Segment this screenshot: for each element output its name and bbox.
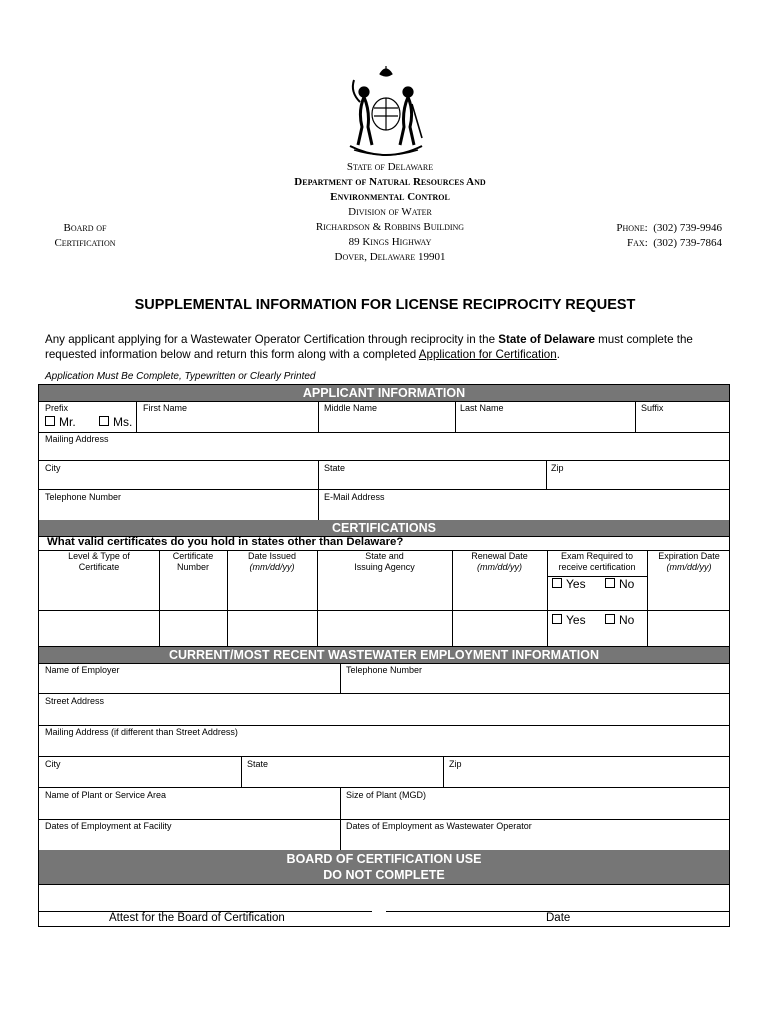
employer-name-field[interactable]: Name of Employer [45,665,120,675]
mailing-address-field[interactable]: Mailing Address [45,434,109,444]
col-expiration-a: Expiration Date [658,551,720,561]
board-use-heading-1: BOARD OF CERTIFICATION USE [286,852,482,866]
exam-yes-row1[interactable] [552,577,586,591]
mr-label: Mr. [59,415,76,429]
col-expiration-date [647,551,731,573]
city-address: Dover, Delaware 19901 [334,251,446,263]
agency-header [200,160,580,265]
ms-label: Ms. [113,415,133,429]
street-address-field[interactable]: Street Address [45,696,105,706]
state-name: State of Delaware [346,161,434,173]
col-level-type-a: Level & Type of [68,551,130,561]
zip-field[interactable]: Zip [551,463,564,473]
employer-zip-field[interactable]: Zip [449,759,462,769]
col-state-agency [317,551,452,573]
middle-name-field[interactable]: Middle Name [324,403,378,413]
dates-at-facility-field[interactable]: Dates of Employment at Facility [45,821,172,831]
col-renewal-date [452,551,547,573]
certifications-heading: CERTIFICATIONS [39,520,729,536]
col-renewal-a: Renewal Date [471,551,528,561]
col-expiration-b: (mm/dd/yy) [666,562,712,572]
plant-name-field[interactable]: Name of Plant or Service Area [45,790,167,800]
col-exam-a: Exam Required to [560,551,634,561]
board-of-certification-label [45,221,125,251]
city-field[interactable]: City [45,463,61,473]
checkbox-icon[interactable] [605,578,615,588]
yes-label: Yes [566,577,586,591]
applicant-info-heading: APPLICANT INFORMATION [39,385,729,401]
checkbox-icon[interactable] [552,614,562,624]
intro-state: State of Delaware [498,333,595,346]
employment-heading: CURRENT/MOST RECENT WASTEWATER EMPLOYMENT INFORMATION [39,647,729,663]
telephone-field[interactable]: Telephone Number [45,492,122,502]
col-exam-b: receive certification [558,562,636,572]
board-line-2: Certification [54,237,116,249]
certificates-question: What valid certificates do you hold in states other than Delaware? [47,536,404,548]
employer-state-field[interactable]: State [247,759,269,769]
exam-no-row2[interactable] [605,613,634,627]
delaware-state-seal-icon [340,62,432,158]
col-date-issued-b: (mm/dd/yy) [249,562,295,572]
checkbox-icon[interactable] [552,578,562,588]
email-field[interactable]: E-Mail Address [324,492,385,502]
employer-telephone-field[interactable]: Telephone Number [346,665,423,675]
col-cert-number-a: Certificate [172,551,214,561]
no-label: No [619,577,635,591]
completion-note: Application Must Be Complete, Typewritten or Clearly Printed [45,371,316,382]
state-field[interactable]: State [324,463,346,473]
prefix-label: Prefix [45,403,69,413]
col-certificate-number [159,551,227,573]
no-label: No [619,613,635,627]
checkbox-icon[interactable] [605,614,615,624]
department-line-2: Environmental Control [330,191,450,203]
building-name: Richardson & Robbins Building [315,221,465,233]
board-line-1: Board of [63,222,107,234]
col-level-type-b: Certificate [78,562,120,572]
col-exam-required [547,551,647,573]
fax-number: (302) 739-7864 [653,237,722,249]
col-state-agency-b: Issuing Agency [354,562,415,572]
street-address: 89 Kings Highway [348,236,432,248]
intro-paragraph [45,332,735,362]
checkbox-icon[interactable] [99,416,109,426]
contact-info [598,221,722,251]
department-line-1: Department of Natural Resources And [294,176,486,188]
checkbox-icon[interactable] [45,416,55,426]
employer-mailing-address-field[interactable]: Mailing Address (if different than Street Address) [45,727,238,737]
yes-label: Yes [566,613,586,627]
date-label: Date [546,912,571,924]
board-use-heading-2: DO NOT COMPLETE [323,868,445,882]
plant-size-field[interactable]: Size of Plant (MGD) [346,790,427,800]
dates-as-operator-field[interactable]: Dates of Employment as Wastewater Operator [346,821,532,831]
col-level-type [39,551,159,573]
prefix-ms-option[interactable] [99,415,132,429]
suffix-field[interactable]: Suffix [641,403,664,413]
reciprocity-form [38,384,730,927]
phone-label: Phone: [616,222,648,234]
intro-text-3: . [556,348,560,361]
fax-label: Fax: [627,237,648,249]
prefix-mr-option[interactable] [45,415,76,429]
phone-number: (302) 739-9946 [653,222,722,234]
division-name: Division of Water [348,206,432,218]
exam-yes-row2[interactable] [552,613,586,627]
intro-text-1: Any applicant applying for a Wastewater Operator Certification through reciprocity in the [45,333,499,346]
col-date-issued-a: Date Issued [247,551,297,561]
employer-city-field[interactable]: City [45,759,61,769]
exam-no-row1[interactable] [605,577,634,591]
last-name-field[interactable]: Last Name [460,403,504,413]
col-state-agency-a: State and [365,551,404,561]
first-name-field[interactable]: First Name [143,403,188,413]
col-renewal-b: (mm/dd/yy) [477,562,522,572]
col-date-issued [227,551,317,573]
application-for-certification-link[interactable]: Application for Certification [418,348,557,361]
page-title: SUPPLEMENTAL INFORMATION FOR LICENSE RECIPROCITY REQUEST [134,297,636,313]
attest-label: Attest for the Board of Certification [109,912,285,924]
col-cert-number-b: Number [176,562,209,572]
board-use-heading [39,850,729,884]
intro-text-2: must complete the requested information below and return this form along with a completed [45,333,693,361]
